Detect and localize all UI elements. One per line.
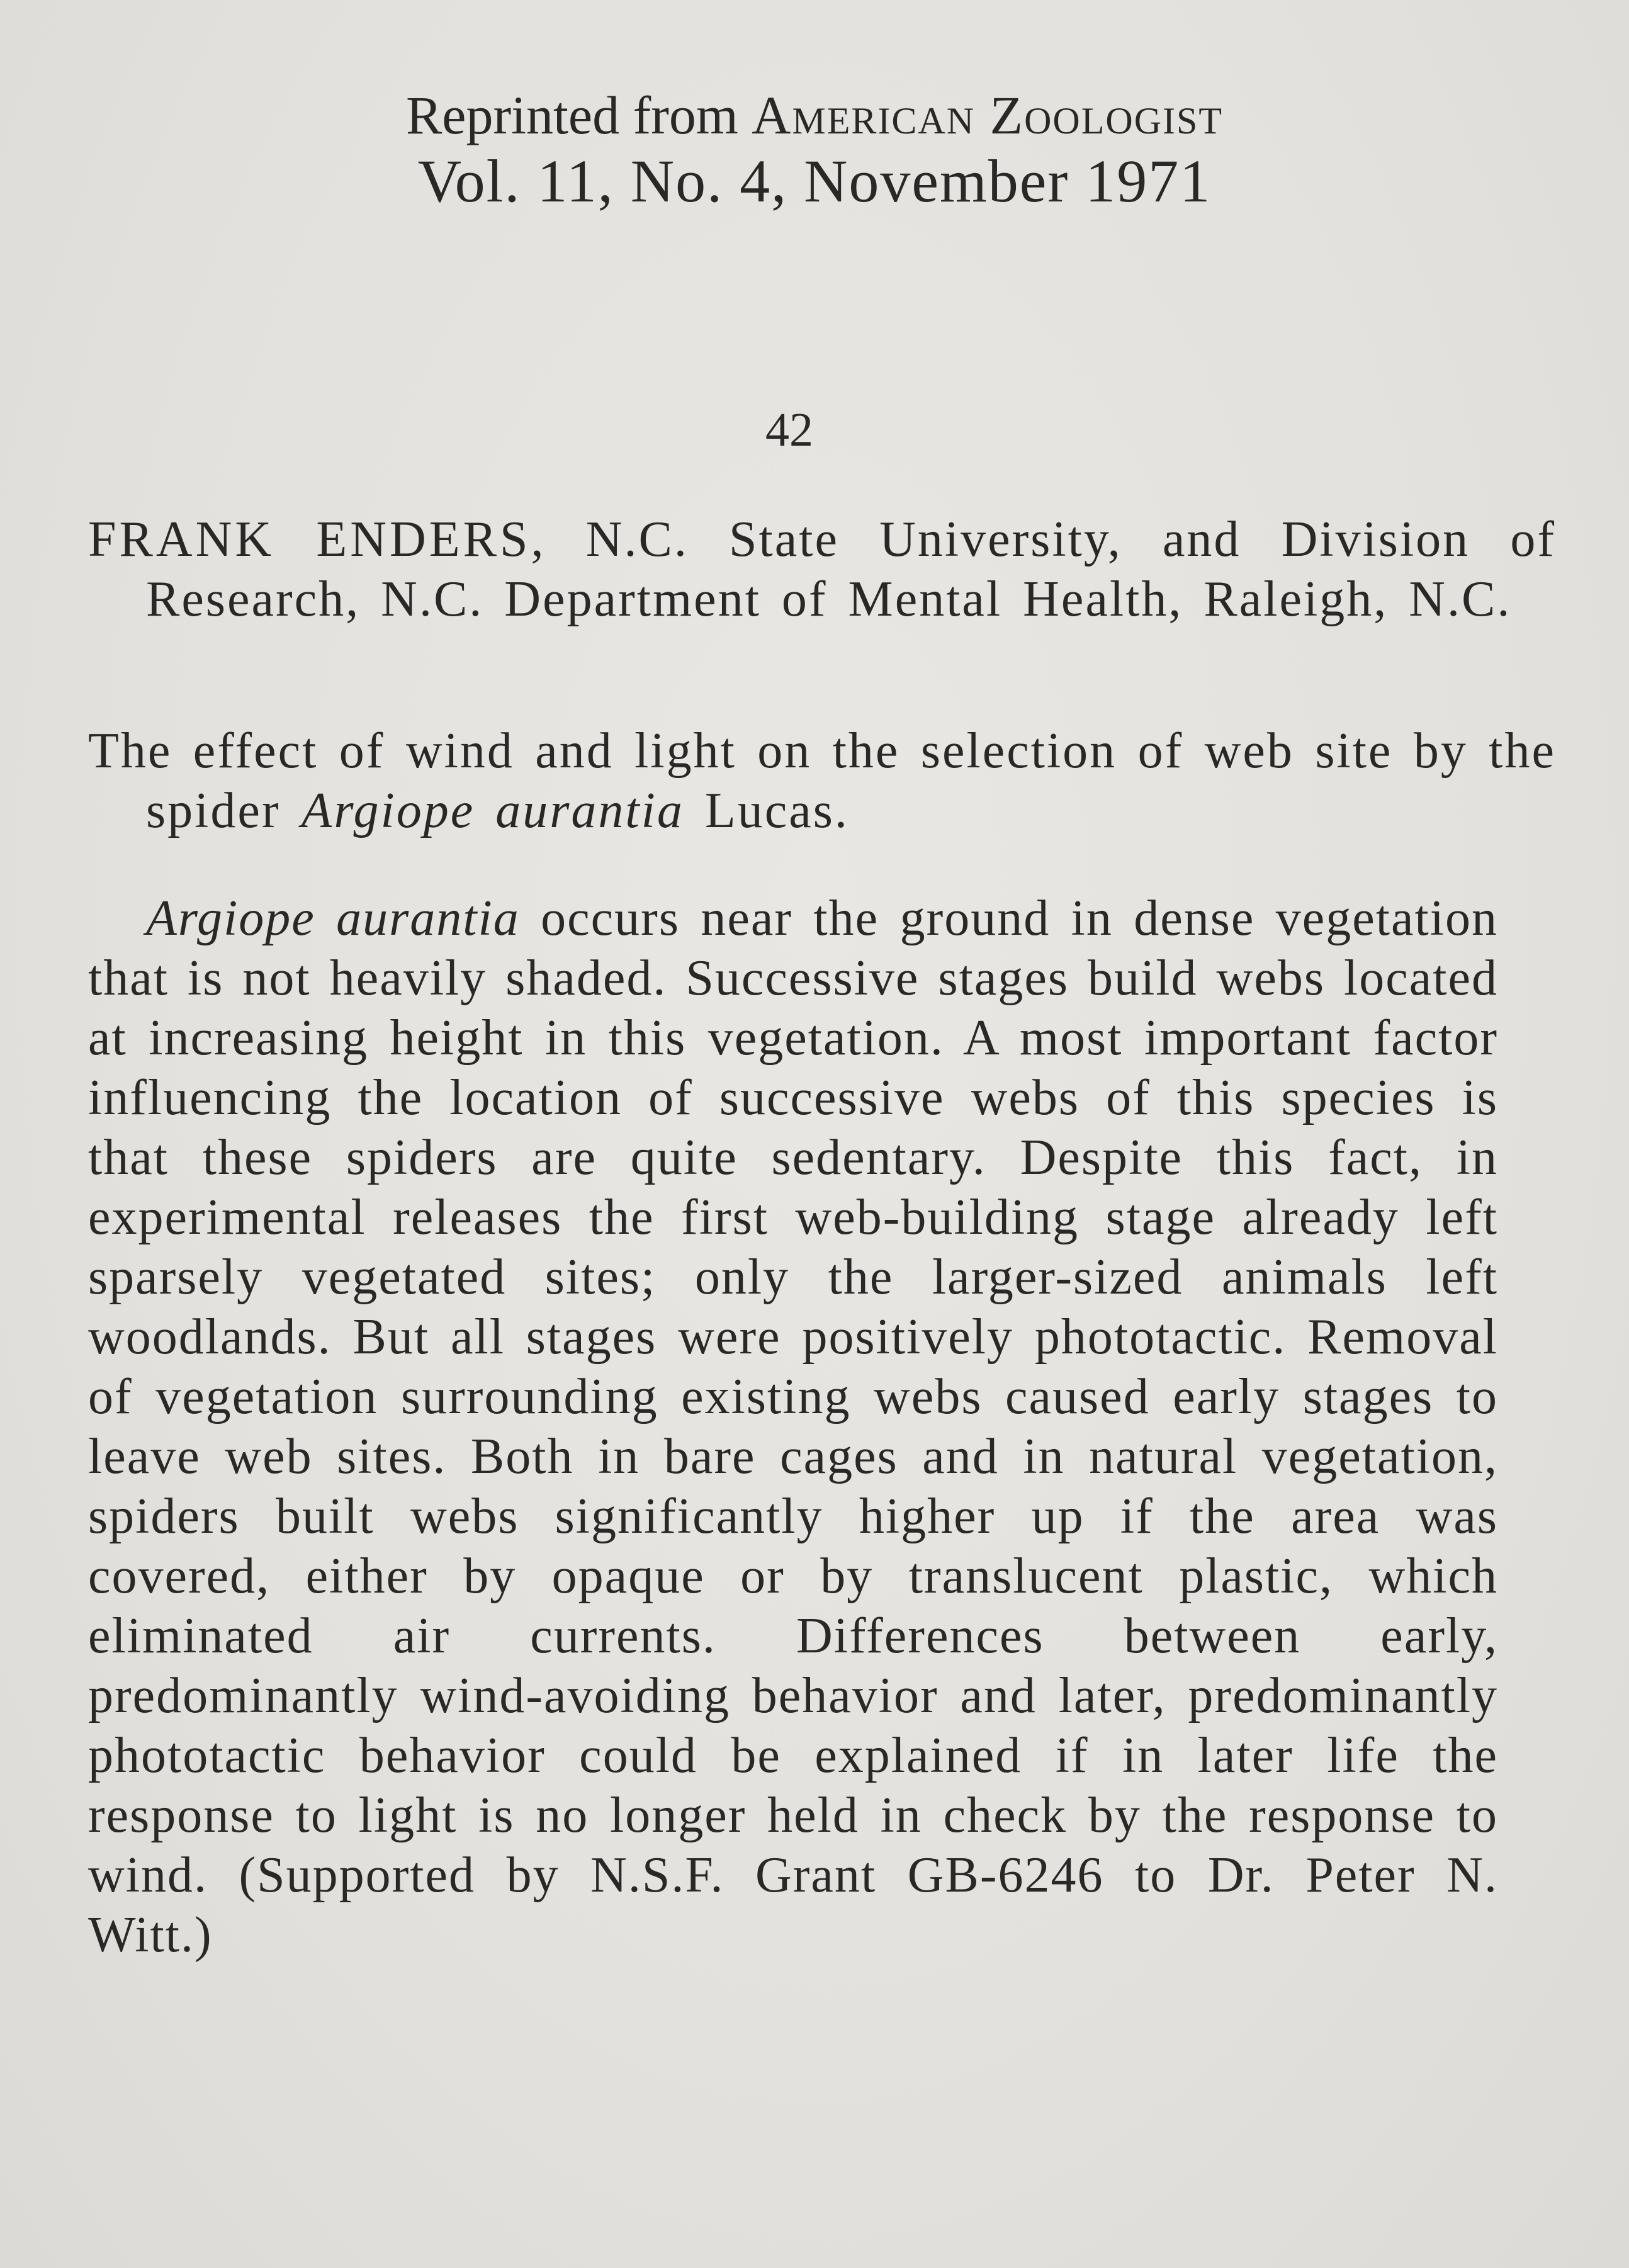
author-name: FRANK ENDERS — [88, 512, 531, 567]
title-text: The effect of wind and light on the selection of web site by the spider — [88, 723, 1556, 838]
title-species: Argiope aurantia — [301, 783, 684, 838]
journal-name: American Zoologist — [752, 85, 1224, 145]
author-affiliation: , N.C. State University, and Division of Research, N.C. Department of Mental Health, Raleigh, N.C. — [146, 512, 1556, 627]
abstract-body — [88, 889, 1498, 1965]
author-block — [88, 510, 1556, 629]
title-authority: Lucas. — [684, 783, 849, 838]
page-number: 42 — [765, 403, 813, 456]
abstract-text: occurs near the ground in dense vegetation that is not heavily shaded. Successive stages build webs located at increasing height in this vegetation. A most important factor influencing the location of successive webs of this species is that these spiders are quite sedentary. Despite this fact, in experimental releases the first web-building stage already left sparsely vegetated sites; only the larger-sized animals left woodlands. But all stages were positively phototactic. Removal of vegetation surrounding existing webs caused early stages to leave web sites. Both in bare cages and in natural vegetation, spiders built webs significantly higher up if the area was covered, either by opaque or by translucent plastic, which eliminated air currents. Differences between early, predominantly wind-avoiding behavior and later, predominantly phototactic behavior could be explained if in later life the response to light is no longer held in check by the response to wind. (Supported by N.S.F. Grant GB-6246 to Dr. Peter N. Witt.) — [88, 891, 1498, 1963]
abstract-species: Argiope aurantia — [146, 891, 520, 946]
issue-line: Vol. 11, No. 4, November 1971 — [417, 147, 1212, 215]
abstract-title — [88, 721, 1556, 841]
reprint-prefix: Reprinted from — [405, 85, 752, 145]
reprint-header — [0, 85, 1629, 145]
